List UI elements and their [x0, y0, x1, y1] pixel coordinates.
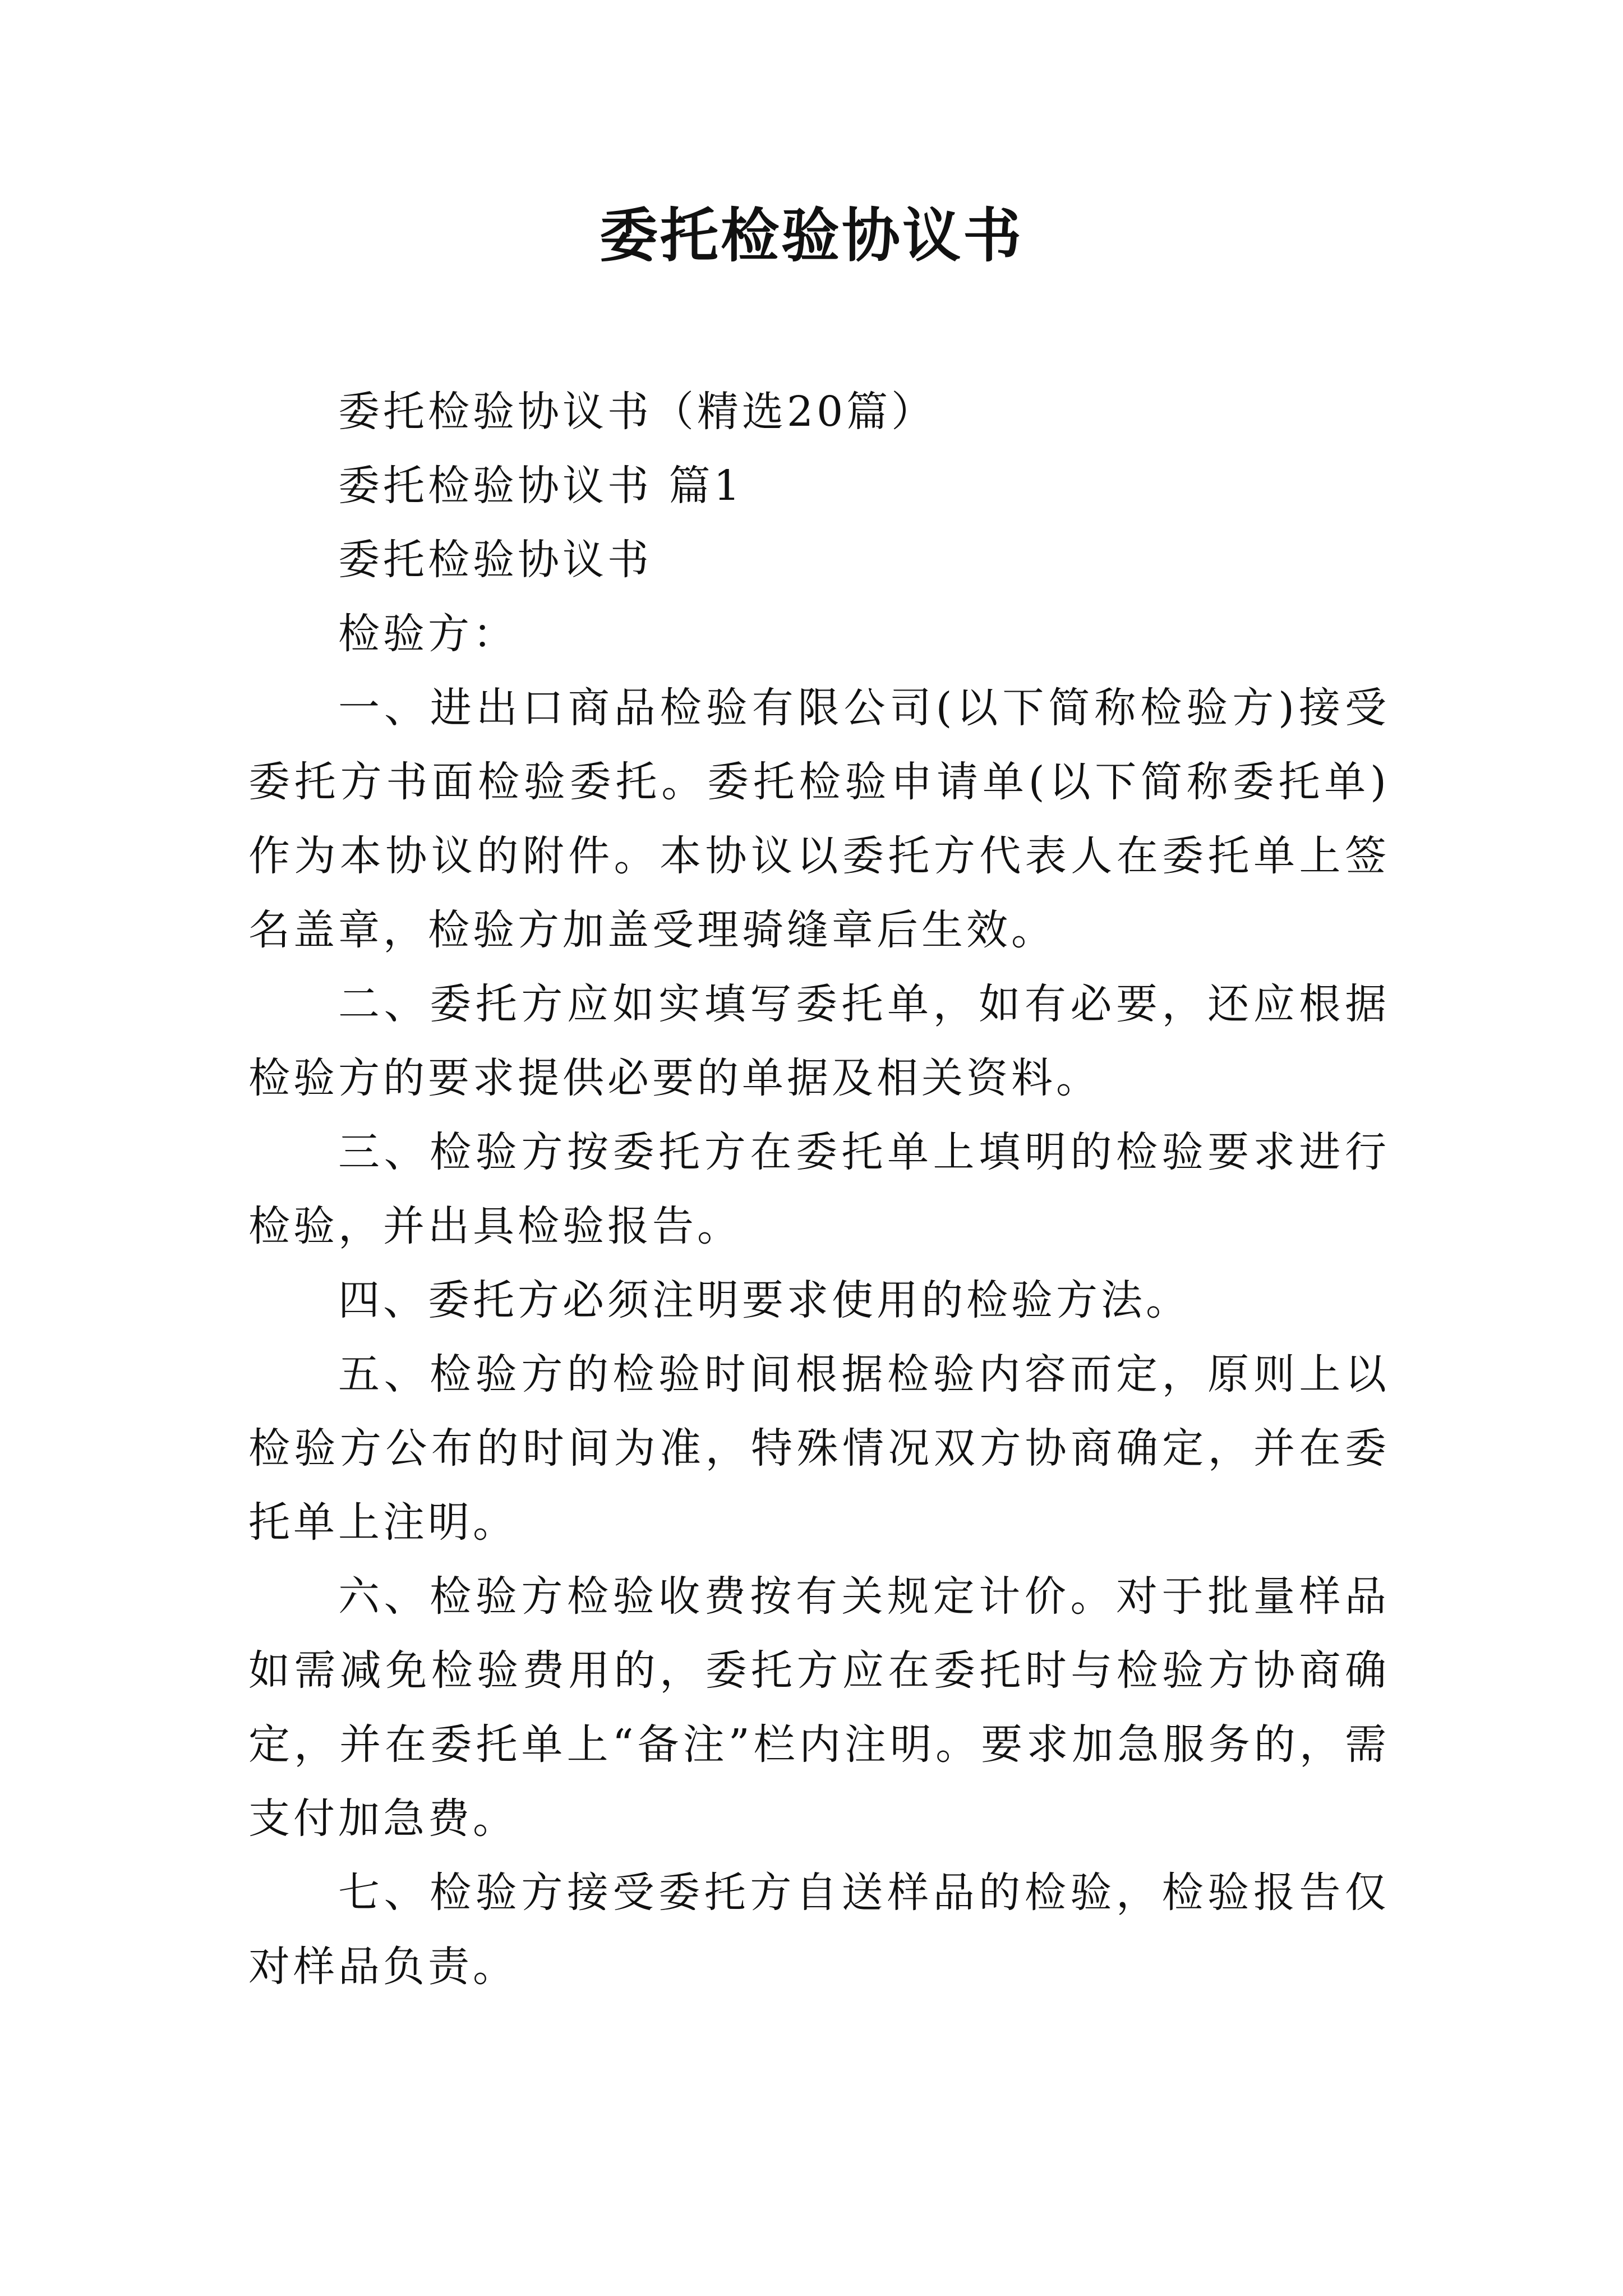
paragraph-section-heading: 委托检验协议书 篇1: [338, 462, 744, 510]
document-body: [248, 375, 1390, 2004]
clause-3: 三、检验方按委托方在委托单上填明的检验要求进行检验，并出具检验报告。: [248, 1128, 1390, 1250]
clause-7: 七、检验方接受委托方自送样品的检验，检验报告仅对样品负责。: [248, 1869, 1390, 1991]
paragraph-inspector-label: 检验方：: [338, 610, 518, 658]
paragraph-subtitle: 委托检验协议书（精选20篇）: [338, 388, 937, 436]
paragraph-agreement-name: 委托检验协议书: [338, 536, 652, 584]
clause-1: 一、进出口商品检验有限公司(以下简称检验方)接受委托方书面检验委托。委托检验申请单(以下简称委托单)作为本协议的附件。本协议以委托方代表人在委托单上签名盖章，检验方加盖受理骑缝章后生效。: [248, 684, 1390, 954]
clause-5: 五、检验方的检验时间根据检验内容而定，原则上以检验方公布的时间为准，特殊情况双方协商确定，并在委托单上注明。: [248, 1350, 1390, 1547]
clause-4: 四、委托方必须注明要求使用的检验方法。: [338, 1276, 1191, 1324]
clause-2: 二、委托方应如实填写委托单，如有必要，还应根据检验方的要求提供必要的单据及相关资料。: [248, 980, 1390, 1102]
clause-6: 六、检验方检验收费按有关规定计价。对于批量样品如需减免检验费用的，委托方应在委托时与检验方协商确定，并在委托单上“备注”栏内注明。要求加急服务的，需支付加急费。: [248, 1572, 1390, 1843]
document-title: 委托检验协议书: [599, 201, 1023, 270]
